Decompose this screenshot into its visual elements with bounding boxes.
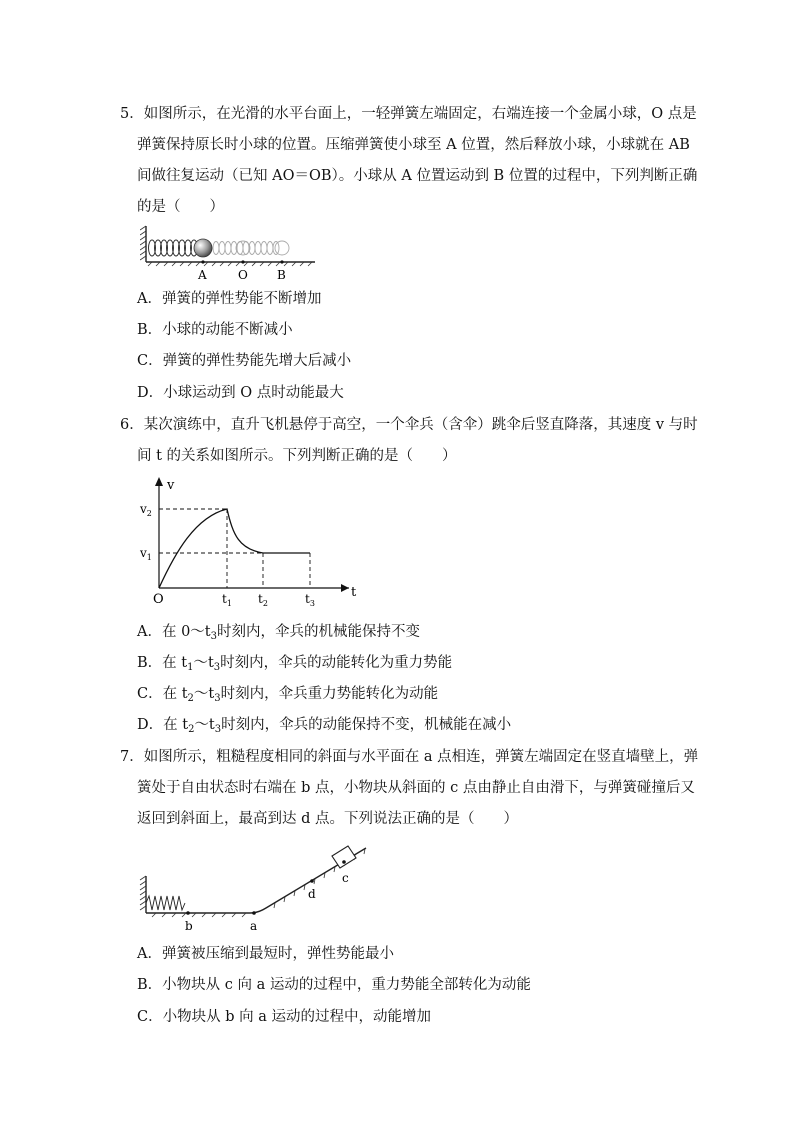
label-d: d <box>308 887 316 901</box>
t2-label: $t_2$ <box>258 592 268 608</box>
q5-option-d[interactable]: D．小球运动到 O 点时动能最大 <box>137 385 344 401</box>
q5-option-c[interactable]: C．弹簧的弹性势能先增大后减小 <box>137 353 352 369</box>
t3-label: $t_3$ <box>305 592 315 608</box>
q5-stem-line-4: 的是（ ） <box>137 199 224 215</box>
label-o: O <box>238 268 248 282</box>
q7-stem-line-2: 簧处于自由状态时右端在 b 点，小物块从斜面的 c 点由静止自由滑下，与弹簧碰撞后又 <box>137 780 695 796</box>
q5-stem-line-1: 5．如图所示，在光滑的水平台面上，一轻弹簧左端固定，右端连接一个金属小球，O 点是 <box>120 106 697 122</box>
label-a: A <box>198 268 207 282</box>
q6-option-d[interactable]: D．在 $t_2\sim t_3$时刻内，伞兵的动能保持不变，机械能在减小 <box>137 717 512 735</box>
label-c: c <box>342 871 349 885</box>
label-b: B <box>277 268 286 282</box>
q7-option-b[interactable]: B．小物块从 c 向 a 运动的过程中，重力势能全部转化为动能 <box>137 977 531 993</box>
v2-label: $v_2$ <box>140 502 152 518</box>
q5-stem-line-3: 间做往复运动（已知 AO＝OB）。小球从 A 位置运动到 B 位置的过程中，下列判断正确 <box>137 168 698 184</box>
q7-stem-line-3: 返回到斜面上，最高到达 d 点。下列说法正确的是（ ） <box>137 811 518 827</box>
t1-label: $t_1$ <box>222 592 232 608</box>
q5-option-a[interactable]: A．弹簧的弹性势能不断增加 <box>137 291 322 307</box>
q7-option-c[interactable]: C．小物块从 b 向 a 运动的过程中，动能增加 <box>137 1009 431 1025</box>
q6-option-c[interactable]: C．在 $t_2\sim t_3$时刻内，伞兵重力势能转化为动能 <box>137 686 439 704</box>
y-axis-label: v <box>167 478 175 493</box>
q6-option-a[interactable]: A．在 $0\sim t_3$时刻内，伞兵的机械能保持不变 <box>137 624 421 642</box>
x-axis-label: t <box>351 585 357 600</box>
q7-option-a[interactable]: A．弹簧被压缩到最短时，弹性势能最小 <box>137 946 394 962</box>
incline-spring-figure <box>138 836 374 936</box>
q5-option-b[interactable]: B．小球的动能不断减小 <box>137 322 293 338</box>
label-b: b <box>185 919 193 933</box>
label-a: a <box>250 919 258 933</box>
origin-label: O <box>153 592 164 607</box>
velocity-time-graph <box>135 475 365 615</box>
spring-ball-figure <box>140 222 325 284</box>
q6-option-b[interactable]: B．在 $t_1\sim t_3$时刻内，伞兵的动能转化为重力势能 <box>137 655 453 673</box>
q6-stem-line-2: 间 t 的关系如图所示。下列判断正确的是（ ） <box>137 448 457 464</box>
q5-stem-line-2: 弹簧保持原长时小球的位置。压缩弹簧使小球至 A 位置，然后释放小球，小球就在 AB <box>137 137 690 153</box>
q6-stem-line-1: 6．某次演练中，直升飞机悬停于高空，一个伞兵（含伞）跳伞后竖直降落，其速度 v 与时 <box>120 417 698 433</box>
q7-stem-line-1: 7．如图所示，粗糙程度相同的斜面与水平面在 a 点相连，弹簧左端固定在竖直墙壁上，弹 <box>120 749 699 765</box>
v1-label: $v_1$ <box>140 546 152 562</box>
